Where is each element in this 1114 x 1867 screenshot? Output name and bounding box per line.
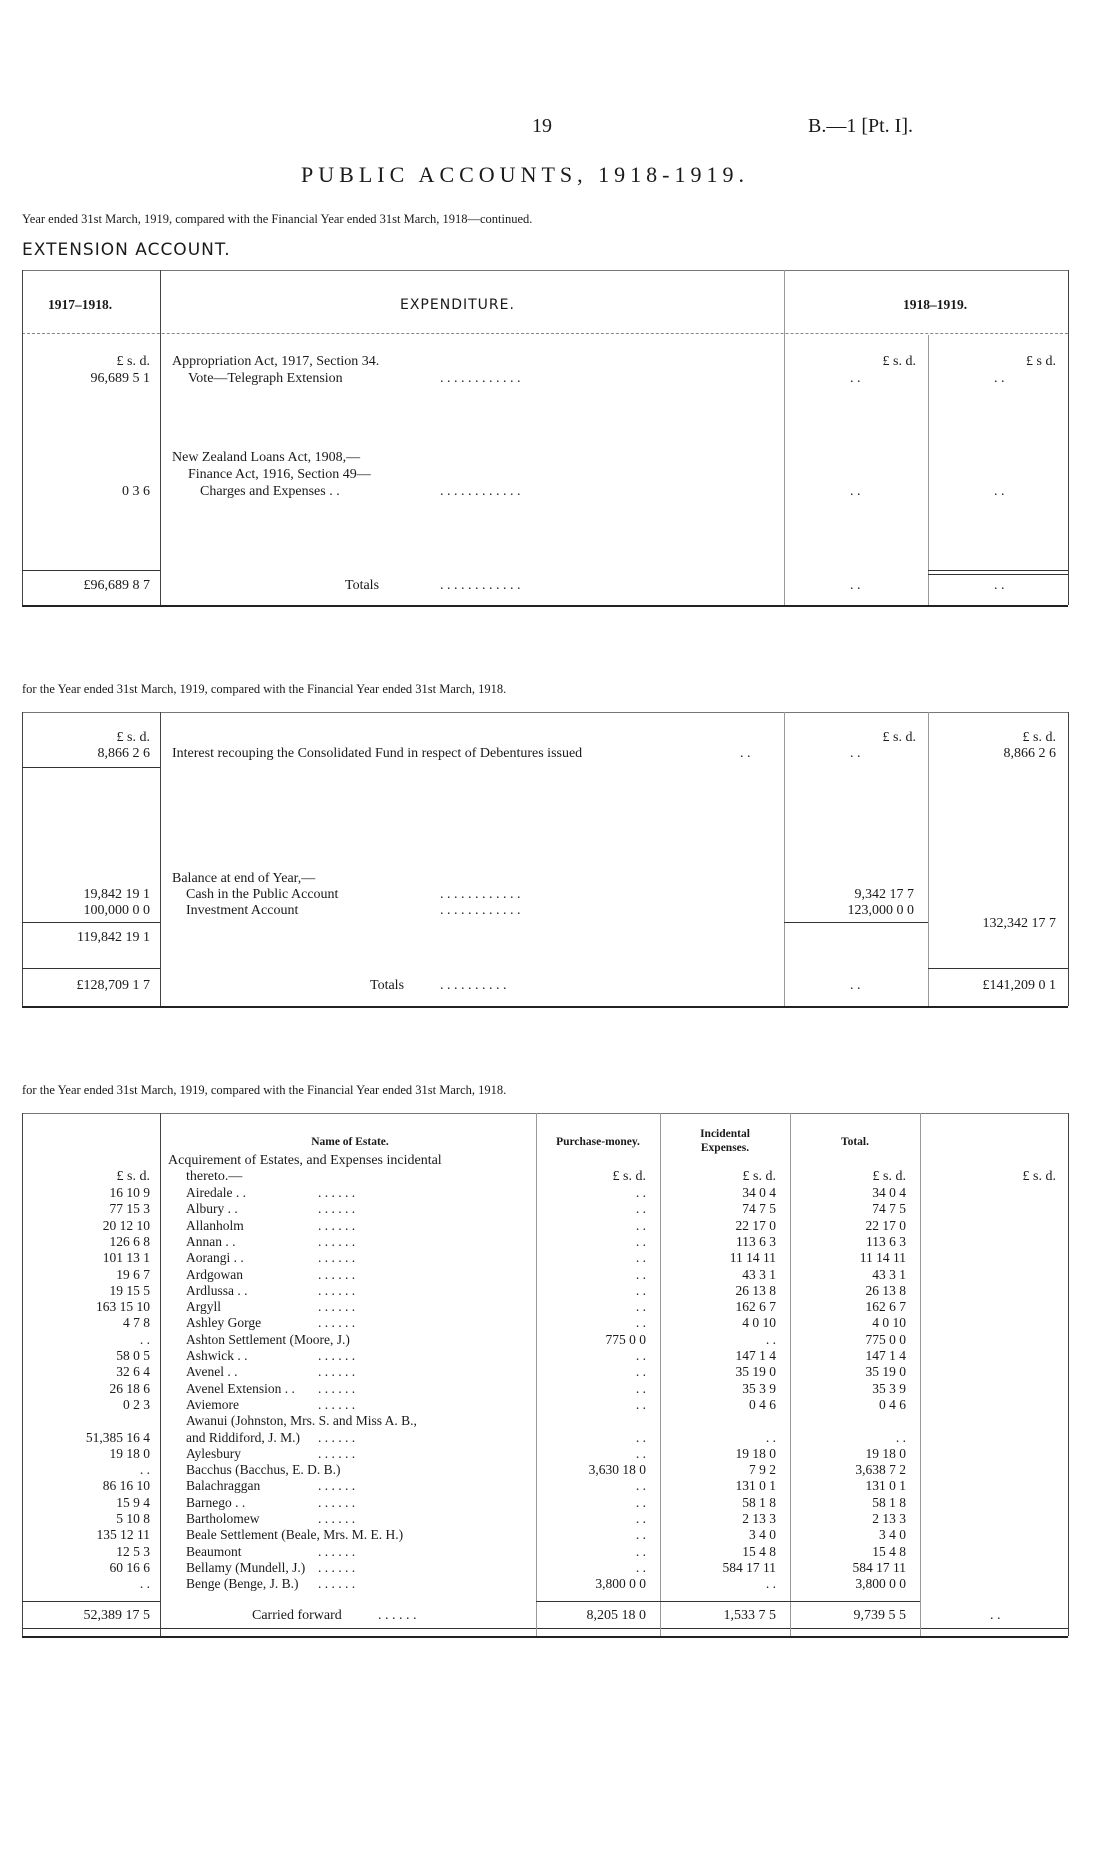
estate-amount-1917: 19 6 7 [116,1266,150,1282]
column-header-total: Total. [840,1136,869,1148]
leader-dots: . . . . . . [318,1478,356,1494]
leader-dots: . . . . . . [318,1380,356,1396]
estate-purchase-money: . . [635,1527,646,1543]
estate-amount-1917: 19 15 5 [109,1282,150,1298]
estate-name: Ashley Gorge [186,1315,262,1331]
estate-incidental-expenses: 7 9 2 [749,1462,776,1478]
total-1917: £96,689 8 7 [83,578,150,593]
estate-incidental-expenses: 162 6 7 [735,1299,776,1315]
leader-dots: . . . . . . [318,1348,356,1363]
estate-total: 74 7 5 [872,1201,906,1217]
column-header-name: Name of Estate. [311,1136,389,1148]
amount-1917: 19,842 19 1 [83,887,150,902]
estate-purchase-money: . . [635,1250,646,1266]
estate-incidental-expenses: 147 1 4 [735,1348,776,1363]
estate-name: Ashwick . . [186,1348,248,1363]
column-header-incidental: Expenses. [700,1142,750,1154]
page-subtitle: Year ended 31st March, 1919, compared with the Financial Year ended 31st March, 1918—continued. [22,212,533,226]
estate-incidental-expenses: 131 0 1 [735,1478,776,1494]
leader-dots: . . . . . . [318,1315,356,1331]
lsd-label: £ s. d. [116,354,150,369]
estate-incidental-expenses: 34 0 4 [742,1185,776,1200]
leader-dots: . . . . . . [318,1576,356,1592]
estate-total: 11 14 11 [859,1250,906,1266]
estate-incidental-expenses: . . [765,1331,776,1347]
page-title: PUBLIC ACCOUNTS, 1918-1919. [301,162,749,187]
estate-name: Albury . . [186,1201,238,1217]
estate-total: 19 18 0 [865,1445,906,1461]
amount-1917: 0 3 6 [122,484,150,499]
total-1917: £128,709 1 7 [76,978,150,993]
estate-total: 35 19 0 [865,1364,906,1380]
leader-dots: . . . . . . [318,1494,356,1510]
intro-text: Acquirement of Estates, and Expenses incidental [168,1153,442,1168]
estate-purchase-money: . . [635,1543,646,1559]
leader-dots: . . . . . . [318,1185,356,1200]
section-heading: EXTENSION ACCOUNT. [22,240,231,260]
leader-dots: . . . . . . . . . . . . [440,484,521,499]
column-header-incidental: Incidental [700,1128,750,1140]
lsd-label: £ s. d. [116,730,150,745]
estate-incidental-expenses: 4 0 10 [742,1315,776,1331]
estate-incidental-expenses: 26 13 8 [735,1282,776,1298]
estate-incidental-expenses: 43 3 1 [742,1266,776,1282]
lsd-label: £ s d. [1026,354,1056,369]
estate-purchase-money: . . [635,1266,646,1282]
estate-total: . . [895,1429,906,1445]
carried-forward-label: Carried forward [252,1608,342,1623]
estate-incidental-expenses: 58 1 8 [742,1494,776,1510]
leader-dots: . . . . . . [318,1445,356,1461]
estate-name: Annan . . [186,1233,236,1249]
amount-1918-total: 8,866 2 6 [1003,746,1056,761]
estate-purchase-money: 3,630 18 0 [588,1462,646,1478]
balance-label: Balance at end of Year,— [172,871,316,886]
estate-total: 584 17 11 [852,1559,906,1575]
estate-amount-1917: 16 10 9 [109,1185,150,1200]
lsd-label: £ s. d. [612,1169,646,1184]
estate-name: Bellamy (Mundell, J.) [186,1559,306,1575]
subtotal-1917: 119,842 19 1 [77,930,150,945]
lsd-label: £ s. d. [1022,730,1056,745]
estate-total: 162 6 7 [865,1299,906,1315]
lsd-label: £ s. d. [116,1169,150,1184]
leader-dots: . . . . . . . . . . . . [440,887,521,902]
section-subtitle: for the Year ended 31st March, 1919, compared with the Financial Year ended 31st March, 1918. [22,682,507,696]
estate-total: 113 6 3 [866,1233,906,1249]
lsd-label: £ s. d. [1022,1169,1056,1184]
estate-name: Aylesbury [186,1445,242,1461]
estate-total: 35 3 9 [872,1380,906,1396]
expenditure-label: Charges and Expenses . . [200,484,340,499]
estate-purchase-money: . . [635,1282,646,1298]
estate-amount-1917: 86 16 10 [102,1478,150,1494]
lsd-label: £ s. d. [742,1169,776,1184]
leader-dots: . . . . . . [318,1217,356,1233]
leader-dots: . . . . . . . . . . . . [440,371,521,386]
expenditure-label: Finance Act, 1916, Section 49— [188,467,371,482]
estate-amount-1917: 51,385 16 4 [85,1429,150,1445]
estate-incidental-expenses: . . [765,1576,776,1592]
leader-dots: . . [740,746,751,761]
estate-total: 147 1 4 [865,1348,906,1363]
amount-1918: . . [850,371,861,386]
estate-total: 3,638 7 2 [855,1462,906,1478]
estate-name: Bacchus (Bacchus, E. D. B.) [186,1462,341,1478]
estate-name: Balachraggan [186,1478,261,1494]
estate-amount-1917: 32 6 4 [116,1364,150,1380]
estate-total: 3,800 0 0 [855,1576,906,1592]
carried-forward-purchase: 8,205 18 0 [586,1608,646,1623]
column-header-purchase: Purchase-money. [556,1136,640,1148]
estate-purchase-money: . . [635,1364,646,1380]
carried-forward-incidental: 1,533 7 5 [723,1608,776,1623]
estate-purchase-money: . . [635,1445,646,1461]
leader-dots: . . . . . . . . . . . . [440,578,521,593]
estate-name: Beaumont [186,1543,242,1559]
estate-total: 0 4 6 [879,1396,906,1412]
estate-name: Avenel Extension . . [186,1380,295,1396]
estate-name: Barnego . . [186,1494,246,1510]
estate-amount-1917: 101 13 1 [102,1250,150,1266]
estate-amount-1917: . . [139,1462,150,1478]
estate-name: Ardgowan [186,1266,243,1282]
leader-dots: . . . . . . [318,1266,356,1282]
estate-purchase-money: 3,800 0 0 [595,1576,646,1592]
estate-name: Aviemore [186,1396,239,1412]
estate-name: Avenel . . [186,1364,238,1380]
estate-purchase-money: . . [635,1380,646,1396]
estate-purchase-money: . . [635,1233,646,1249]
estate-incidental-expenses: 0 4 6 [749,1396,776,1412]
expenditure-label: New Zealand Loans Act, 1908,— [172,450,361,465]
amount-1917: 96,689 5 1 [90,371,150,386]
estate-amount-1917: 77 15 3 [109,1201,150,1217]
expenditure-label: Appropriation Act, 1917, Section 34. [172,354,380,369]
estate-total: 58 1 8 [872,1494,906,1510]
leader-dots: . . . . . . [318,1559,356,1575]
estate-amount-1917: 12 5 3 [116,1543,150,1559]
leader-dots: . . . . . . [318,1201,356,1217]
estate-purchase-money: . . [635,1185,646,1200]
estate-amount-1917: 135 12 11 [96,1527,150,1543]
estate-amount-1917: 19 18 0 [109,1445,150,1461]
estate-amount-1917: 4 7 8 [123,1315,150,1331]
interest-label: Interest recouping the Consolidated Fund in respect of Debentures issued [172,746,583,761]
estate-purchase-money: . . [635,1478,646,1494]
lsd-label: £ s. d. [872,1169,906,1184]
leader-dots: . . . . . . [318,1364,356,1380]
amount-1917: 8,866 2 6 [97,746,150,761]
totals-label: Totals [345,578,380,593]
page-number: 19 [532,115,552,137]
estate-name: Airedale . . [186,1185,246,1200]
estate-amount-1917: 20 12 10 [102,1217,150,1233]
estate-name: Ashton Settlement (Moore, J.) [186,1331,350,1347]
estate-incidental-expenses: 113 6 3 [736,1233,776,1249]
estate-name: Aorangi . . [186,1250,244,1266]
estate-purchase-money: . . [635,1511,646,1526]
estate-total: 15 4 8 [872,1543,906,1559]
amount-1917: 100,000 0 0 [83,903,150,918]
total-1918: . . [850,578,861,593]
estate-amount-1917: 26 18 6 [109,1380,150,1396]
estate-purchase-money: . . [635,1559,646,1575]
estate-incidental-expenses: 35 3 9 [742,1380,776,1396]
estate-amount-1917: 60 16 6 [109,1559,150,1575]
leader-dots: . . . . . . [318,1543,356,1559]
estate-incidental-expenses: 35 19 0 [735,1364,776,1380]
estate-purchase-money: . . [635,1201,646,1217]
leader-dots: . . . . . . [318,1299,356,1315]
amount-1918-total: . . [994,371,1005,386]
leader-dots: . . . . . . [318,1511,356,1526]
amount-1918: . . [850,484,861,499]
estate-purchase-money: . . [635,1299,646,1315]
carried-forward-last: . . [990,1608,1001,1623]
estate-purchase-money: . . [635,1217,646,1233]
column-header-expenditure: EXPENDITURE. [400,297,515,313]
intro-text: thereto.— [186,1169,243,1184]
estate-amount-1917: . . [139,1576,150,1592]
estate-purchase-money: . . [635,1348,646,1363]
estate-purchase-money: . . [635,1429,646,1445]
document-reference: B.—1 [Pt. I]. [808,115,913,137]
estate-total: 43 3 1 [872,1266,906,1282]
estate-name: Ardlussa . . [186,1282,248,1298]
column-header-1918: 1918–1919. [903,297,968,312]
estate-incidental-expenses: 2 13 3 [742,1511,776,1526]
estate-purchase-money: . . [635,1315,646,1331]
amount-1918-total: . . [994,484,1005,499]
estate-incidental-expenses: 584 17 11 [722,1559,776,1575]
total-1918-sum: . . [994,578,1005,593]
leader-dots: . . . . . . . . . . [440,978,507,993]
estate-name: Argyll [186,1299,222,1315]
estate-incidental-expenses: 11 14 11 [729,1250,776,1266]
leader-dots: . . . . . . . . . . . . [440,903,521,918]
estate-amount-1917: . . [139,1331,150,1347]
estate-incidental-expenses: 74 7 5 [742,1201,776,1217]
estate-name: Awanui (Johnston, Mrs. S. and Miss A. B., [186,1413,417,1429]
amount-1918: 123,000 0 0 [847,903,914,918]
leader-dots: . . . . . . [318,1282,356,1298]
investment-label: Investment Account [186,903,299,918]
estate-incidental-expenses: 15 4 8 [742,1543,776,1559]
estate-amount-1917: 163 15 10 [96,1299,150,1315]
amount-1918: . . [850,746,861,761]
estate-amount-1917: 0 2 3 [123,1396,150,1412]
expenditure-label: Vote—Telegraph Extension [188,371,343,386]
estate-purchase-money: . . [635,1494,646,1510]
estate-purchase-money: 775 0 0 [605,1331,646,1347]
estate-name: Benge (Benge, J. B.) [186,1576,299,1592]
amount-1918: 9,342 17 7 [854,887,914,902]
totals-label: Totals [370,978,405,993]
estate-incidental-expenses: 3 4 0 [749,1527,776,1543]
carried-forward-total: 9,739 5 5 [853,1608,906,1623]
total-1918-sum: £141,209 0 1 [982,978,1056,993]
cash-label: Cash in the Public Account [186,887,339,902]
estate-amount-1917: 5 10 8 [116,1511,150,1526]
subtotal-1918: 132,342 17 7 [982,916,1056,931]
estate-purchase-money: . . [635,1396,646,1412]
estate-incidental-expenses: 19 18 0 [735,1445,776,1461]
estate-name: Allanholm [186,1217,244,1233]
leader-dots: . . . . . . [318,1233,356,1249]
estate-total: 34 0 4 [872,1185,906,1200]
lsd-label: £ s. d. [882,354,916,369]
leader-dots: . . . . . . [318,1429,356,1445]
estate-total: 4 0 10 [872,1315,906,1331]
leader-dots: . . . . . . [318,1250,356,1266]
estate-total: 2 13 3 [872,1511,906,1526]
leader-dots: . . . . . . [378,1608,417,1623]
estate-name: and Riddiford, J. M.) [186,1429,300,1445]
carried-forward-1917: 52,389 17 5 [83,1608,150,1623]
estate-amount-1917: 58 0 5 [116,1348,150,1363]
estate-total: 22 17 0 [865,1217,906,1233]
estate-amount-1917: 15 9 4 [116,1494,150,1510]
column-header-1917: 1917–1918. [48,297,113,312]
estate-name: Bartholomew [186,1511,260,1526]
section-subtitle: for the Year ended 31st March, 1919, compared with the Financial Year ended 31st March, 1918. [22,1083,507,1097]
estate-amount-1917: 126 6 8 [109,1233,150,1249]
estate-incidental-expenses: 22 17 0 [735,1217,776,1233]
estate-incidental-expenses: . . [765,1429,776,1445]
estate-total: 3 4 0 [879,1527,906,1543]
lsd-label: £ s. d. [882,730,916,745]
total-1918: . . [850,978,861,993]
estate-name: Beale Settlement (Beale, Mrs. M. E. H.) [186,1527,404,1543]
estate-total: 775 0 0 [865,1331,906,1347]
estate-total: 26 13 8 [865,1282,906,1298]
estate-total: 131 0 1 [865,1478,906,1494]
leader-dots: . . . . . . [318,1396,356,1412]
